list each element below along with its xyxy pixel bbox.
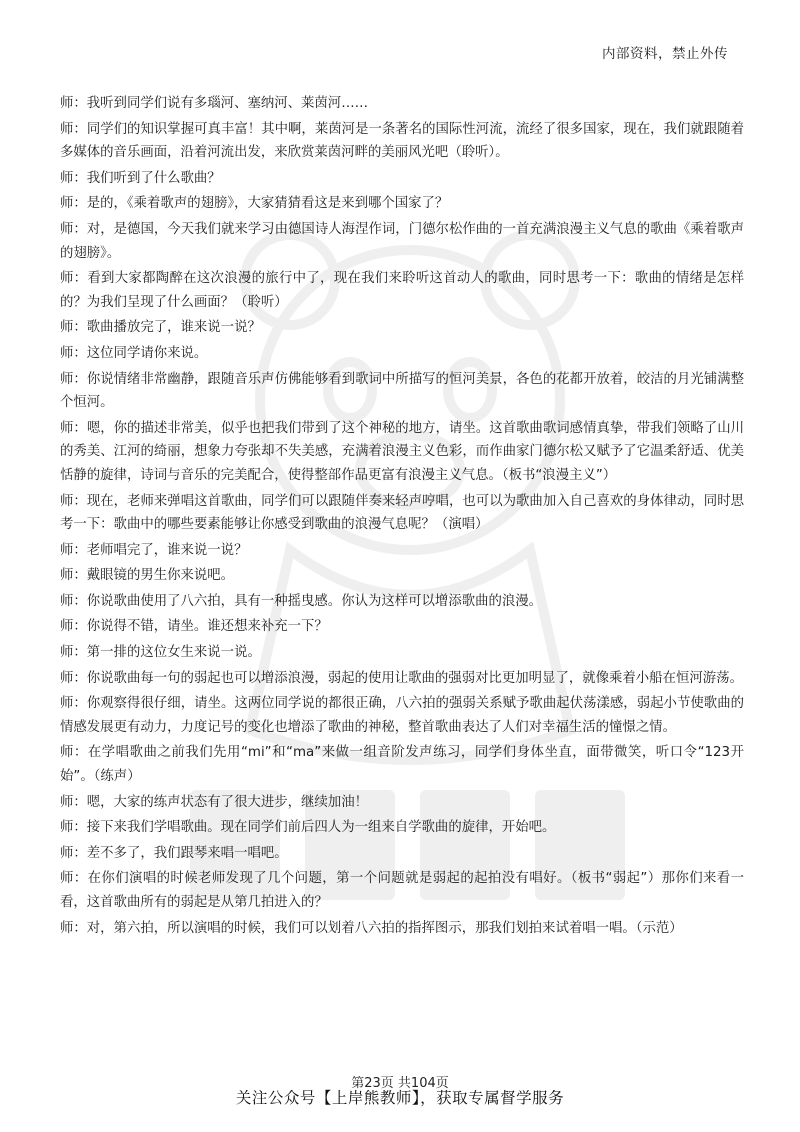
confidential-notice: 内部资料，禁止外传 — [602, 46, 728, 62]
paragraph: 师：在你们演唱的时候老师发现了几个问题，第一个问题就是弱起的起拍没有唱好。（板书“弱起”）那你们来看一看，这首歌曲所有的弱起是从第几拍进入的？ — [60, 871, 744, 910]
paragraph: 师：嗯，大家的练声状态有了很大进步，继续加油！ — [60, 794, 368, 810]
paragraph: 师：现在，老师来弹唱这首歌曲，同学们可以跟随伴奏来轻声哼唱，也可以为歌曲加入自己喜欢的身体律动，同时思考一下：歌曲中的哪些要素能够让你感受到歌曲的浪漫气息呢？（演唱） — [60, 493, 744, 533]
paragraph: 师：这位同学请你来说。 — [60, 345, 208, 361]
paragraph: 师：歌曲播放完了，谁来说一说？ — [60, 320, 261, 336]
paragraph: 师：我们听到了什么歌曲？ — [60, 170, 221, 186]
paragraph: 师：戴眼镜的男生你来说吧。 — [60, 568, 235, 584]
paragraph: 师：嗯，你的描述非常美，似乎也把我们带到了这个神秘的地方，请坐。这首歌曲歌词感情真挚，带我们领略了山川的秀美、江河的绮丽，想象力夸张却不失美感，充满着浪漫主义色彩，而作曲家门德尔松又赋予了它温柔舒适、优美恬静的旋律，诗词与音乐的完美配合，使得整部作品更富有浪漫主义气息。（板书“浪漫主义”） — [60, 420, 744, 483]
paragraph: 师：我听到同学们说有多瑙河、塞纳河、莱茵河…… — [60, 96, 368, 111]
paragraph: 师：第一排的这位女生来说一说。 — [60, 645, 261, 661]
paragraph: 师：老师唱完了，谁来说一说？ — [60, 542, 248, 558]
paragraph: 师：接下来我们学唱歌曲。现在同学们前后四人为一组来自学歌曲的旋律，开始吧。 — [60, 820, 556, 836]
paragraph: 师：差不多了，我们跟琴来唱一唱吧。 — [60, 845, 288, 861]
paragraph: 师：在学唱歌曲之前我们先用“mi”和“ma”来做一组音阶发声练习，同学们身体坐直，面带微笑，听口令“123开始”。（练声） — [60, 745, 744, 785]
page-number: 第23页 共104页 — [351, 1076, 449, 1091]
lesson-transcript — [60, 92, 744, 942]
paragraph: 师：看到大家都陶醉在这次浪漫的旅行中了，现在我们来聆听这首动人的歌曲，同时思考一下：歌曲的情绪是怎样的？为我们呈现了什么画面？（聆听） — [60, 271, 744, 310]
paragraph: 师：是的，《乘着歌声的翅膀》，大家猜猜看这是来到哪个国家了？ — [60, 196, 449, 212]
paragraph: 师：同学们的知识掌握可真丰富！其中啊，莱茵河是一条著名的国际性河流，流经了很多国家，现在，我们就跟随着多媒体的音乐画面，沿着河流出发，来欣赏莱茵河畔的美丽风光吧（聆听）。 — [60, 121, 744, 161]
paragraph: 师：你说得不错，请坐。谁还想来补充一下？ — [60, 619, 328, 635]
footer-promo: 关注公众号【上岸熊教师】，获取专属督学服务 — [235, 1089, 565, 1107]
paragraph: 师：你说歌曲每一句的弱起也可以增添浪漫，弱起的使用让歌曲的强弱对比更加明显了，就像乘着小船在恒河游荡。 — [60, 670, 743, 686]
paragraph: 师：你说歌曲使用了八六拍，具有一种摇曳感。你认为这样可以增添歌曲的浪漫。 — [60, 593, 543, 609]
paragraph: 师：你说情绪非常幽静，跟随音乐声仿佛能够看到歌词中所描写的恒河美景，各色的花都开放着，皎洁的月光铺满整个恒河。 — [60, 371, 744, 411]
paragraph: 师：对，是德国，今天我们就来学习由德国诗人海涅作词，门德尔松作曲的一首充满浪漫主义气息的歌曲《乘着歌声的翅膀》。 — [60, 221, 744, 261]
paragraph: 师：对，第六拍，所以演唱的时候，我们可以划着八六拍的指挥图示，那我们划拍来试着唱一唱。（示范） — [60, 920, 683, 936]
paragraph: 师：你观察得很仔细，请坐。这两位同学说的都很正确，八六拍的强弱关系赋予歌曲起伏荡漾感，弱起小节使歌曲的情感发展更有动力，力度记号的变化也增添了歌曲的神秘，整首歌曲表达了人们对幸福生活的憧憬之情。 — [60, 696, 744, 735]
